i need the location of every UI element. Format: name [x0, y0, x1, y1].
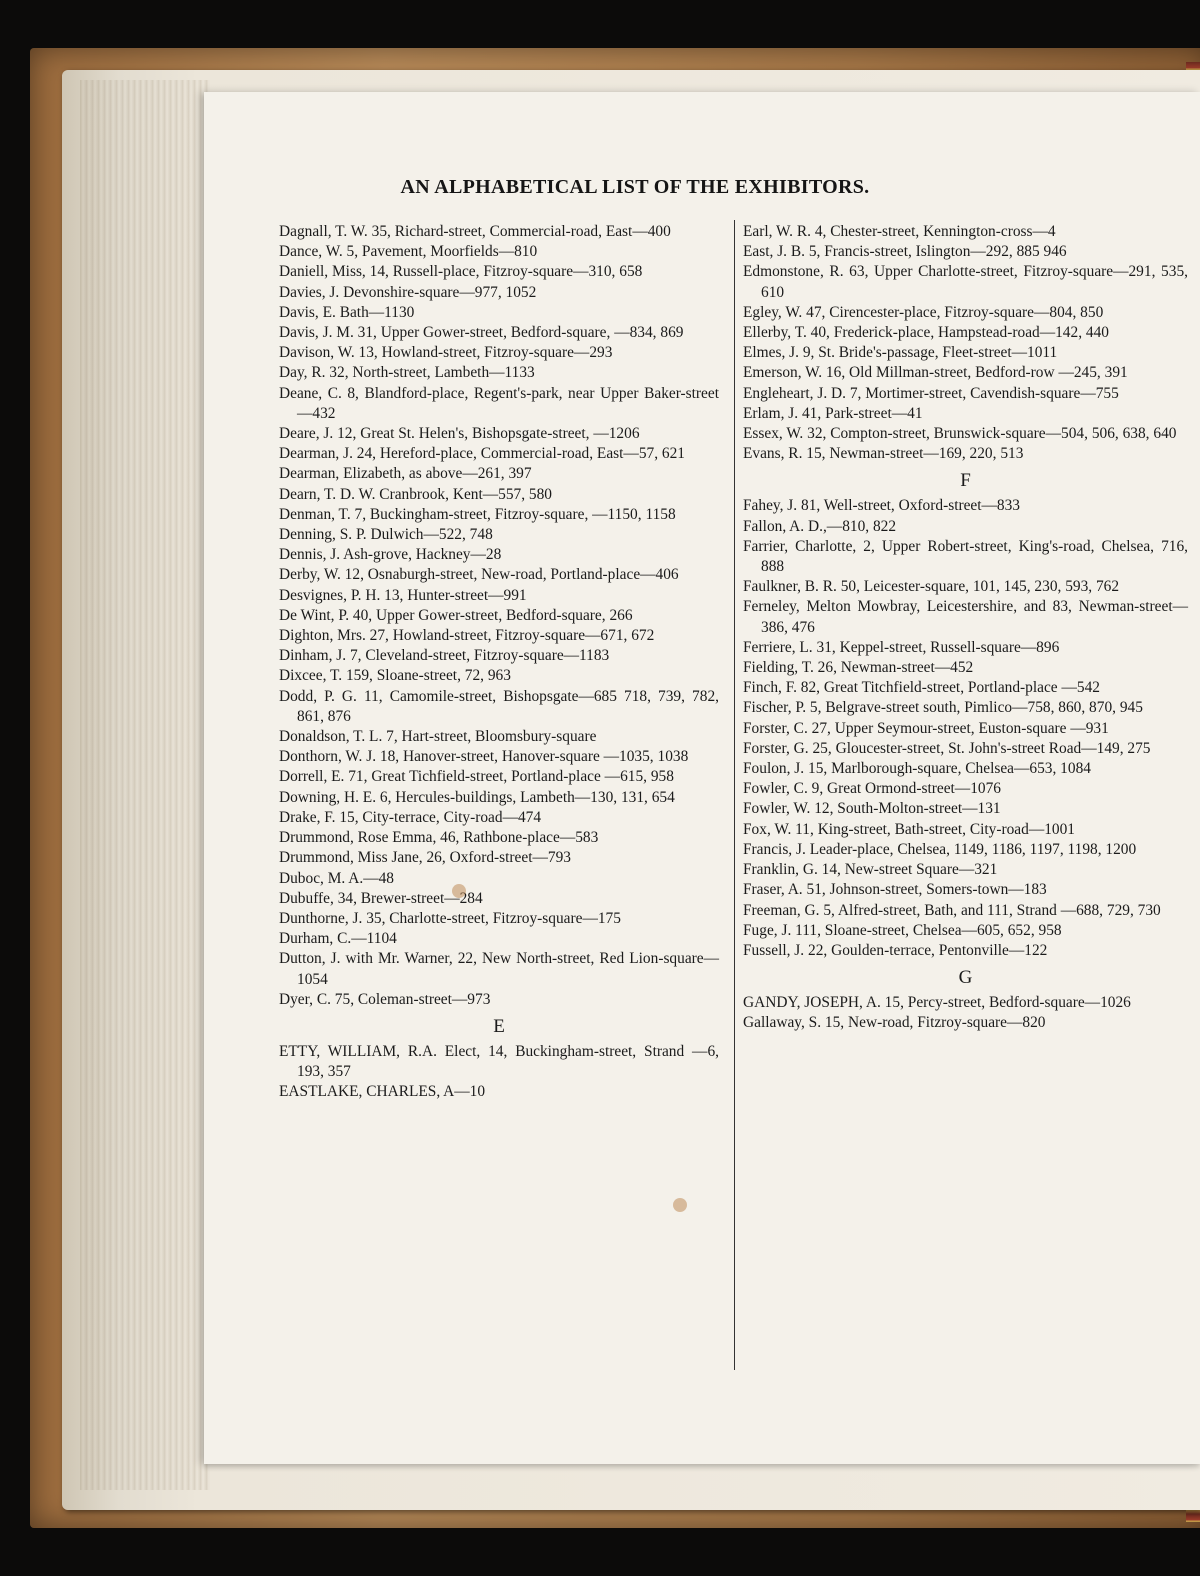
exhibitor-entry: Faulkner, B. R. 50, Leicester-square, 101, 145, 230, 593, 762: [743, 578, 1120, 596]
exhibitor-entry: Dunthorne, J. 35, Charlotte-street, Fitzroy-square—175: [279, 909, 621, 927]
exhibitor-entry: Fallon, A. D.,—810, 822: [743, 517, 897, 535]
exhibitor-entry: Dixcee, T. 159, Sloane-street, 72, 963: [279, 667, 511, 685]
exhibitor-entry: Dearn, T. D. W. Cranbrook, Kent—557, 580: [279, 485, 553, 503]
exhibitor-entry: GANDY, JOSEPH, A. 15, Percy-street, Bedford-square—1026: [743, 994, 1131, 1012]
exhibitor-entry: Elmes, J. 9, St. Bride's-passage, Fleet-street—1011: [743, 344, 1058, 362]
section-letter: E: [493, 1015, 505, 1037]
exhibitor-entry: Fielding, T. 26, Newman-street—452: [743, 659, 974, 677]
exhibitor-entry: Forster, C. 27, Upper Seymour-street, Euston-square —931: [743, 719, 1109, 737]
column-divider: [734, 220, 735, 1370]
exhibitor-entry: Drake, F. 15, City-terrace, City-road—474: [279, 808, 542, 826]
exhibitor-entry: Foulon, J. 15, Marlborough-square, Chelsea—653, 1084: [743, 760, 1091, 778]
exhibitor-entry: Dennis, J. Ash-grove, Hackney—28: [279, 546, 502, 564]
left-column: [279, 222, 719, 1103]
exhibitor-entry: Essex, W. 32, Compton-street, Brunswick-square—504, 506, 638, 640: [743, 425, 1177, 443]
exhibitor-entry: Denman, T. 7, Buckingham-street, Fitzroy-square, —1150, 1158: [279, 505, 676, 523]
exhibitor-entry: Fischer, P. 5, Belgrave-street south, Pimlico—758, 860, 870, 945: [743, 699, 1143, 717]
exhibitor-entry: Davis, E. Bath—1130: [279, 303, 415, 321]
exhibitor-entry: Fuge, J. 111, Sloane-street, Chelsea—605, 652, 958: [743, 921, 1062, 939]
exhibitor-entry: Daniell, Miss, 14, Russell-place, Fitzroy-square—310, 658: [279, 263, 643, 281]
exhibitor-entry: Dagnall, T. W. 35, Richard-street, Commercial-road, East—400: [279, 223, 671, 240]
section-letter: G: [958, 967, 973, 989]
exhibitor-entry: Dance, W. 5, Pavement, Moorfields—810: [279, 243, 538, 261]
paper-stain: [452, 884, 466, 898]
exhibitor-entry: Gallaway, S. 15, New-road, Fitzroy-square—820: [743, 1014, 1046, 1032]
exhibitor-entry: Franklin, G. 14, New-street Square—321: [743, 861, 998, 879]
exhibitor-entry: Engleheart, J. D. 7, Mortimer-street, Cavendish-square—755: [743, 384, 1119, 402]
exhibitor-entry: Evans, R. 15, Newman-street—169, 220, 513: [743, 445, 1024, 463]
exhibitor-entry: Durham, C.—1104: [279, 930, 397, 948]
exhibitor-entry: Duboc, M. A.—48: [279, 869, 395, 887]
exhibitor-entry: Downing, H. E. 6, Hercules-buildings, Lambeth—130, 131, 654: [279, 788, 675, 806]
exhibitor-entry: Dorrell, E. 71, Great Tichfield-street, Portland-place —615, 958: [279, 768, 674, 786]
exhibitor-entry: Emerson, W. 16, Old Millman-street, Bedford-row —245, 391: [743, 364, 1128, 382]
exhibitor-entry: Fahey, J. 81, Well-street, Oxford-street—833: [743, 497, 1021, 515]
exhibitor-entry: Denning, S. P. Dulwich—522, 748: [279, 526, 493, 544]
exhibitor-entry: Fowler, W. 12, South-Molton-street—131: [743, 800, 1001, 818]
exhibitor-entry: Day, R. 32, North-street, Lambeth—1133: [279, 364, 535, 382]
exhibitor-entry: East, J. B. 5, Francis-street, Islington—292, 885 946: [743, 243, 1067, 261]
exhibitor-entry: Davis, J. M. 31, Upper Gower-street, Bedford-square, —834, 869: [279, 324, 684, 342]
exhibitor-entry: Fowler, C. 9, Great Ormond-street—1076: [743, 780, 1001, 798]
exhibitor-entry: Farrier, Charlotte, 2, Upper Robert-street, King's-road, Chelsea, 716, 888: [743, 537, 1188, 576]
exhibitor-entry: ETTY, WILLIAM, R.A. Elect, 14, Buckingham-street, Strand —6, 193, 357: [279, 1042, 719, 1081]
exhibitor-entry: Egley, W. 47, Cirencester-place, Fitzroy-square—804, 850: [743, 303, 1104, 321]
exhibitor-entry: Ellerby, T. 40, Frederick-place, Hampstead-road—142, 440: [743, 324, 1109, 342]
exhibitor-entry: Dighton, Mrs. 27, Howland-street, Fitzroy-square—671, 672: [279, 627, 655, 645]
exhibitor-entry: De Wint, P. 40, Upper Gower-street, Bedford-square, 266: [279, 606, 633, 624]
exhibitor-entry: Freeman, G. 5, Alfred-street, Bath, and 111, Strand —688, 729, 730: [743, 901, 1161, 919]
right-column: [743, 222, 1188, 1034]
exhibitor-entry: Earl, W. R. 4, Chester-street, Kennington-cross—4: [743, 223, 1056, 240]
exhibitor-entry: Forster, G. 25, Gloucester-street, St. John's-street Road—149, 275: [743, 739, 1151, 757]
exhibitor-entry: Finch, F. 82, Great Titchfield-street, Portland-place —542: [743, 679, 1100, 697]
exhibitor-entry: Desvignes, P. H. 13, Hunter-street—991: [279, 586, 527, 604]
exhibitor-entry: Fussell, J. 22, Goulden-terrace, Pentonville—122: [743, 941, 1048, 959]
exhibitor-entry: EASTLAKE, CHARLES, A—10: [279, 1083, 486, 1101]
exhibitor-entry: Dearman, Elizabeth, as above—261, 397: [279, 465, 532, 483]
exhibitor-entry: Edmonstone, R. 63, Upper Charlotte-street, Fitzroy-square—291, 535, 610: [743, 263, 1188, 301]
exhibitor-entry: Erlam, J. 41, Park-street—41: [743, 404, 923, 422]
exhibitor-entry: Dodd, P. G. 11, Camomile-street, Bishopsgate—685 718, 739, 782, 861, 876: [279, 687, 719, 725]
exhibitor-entry: Davison, W. 13, Howland-street, Fitzroy-square—293: [279, 344, 613, 362]
exhibitor-entry: Fraser, A. 51, Johnson-street, Somers-town—183: [743, 881, 1047, 899]
exhibitor-entry: Deare, J. 12, Great St. Helen's, Bishopsgate-street, —1206: [279, 425, 640, 443]
section-letter: F: [960, 470, 971, 492]
exhibitor-entry: Ferneley, Melton Mowbray, Leicestershire, and 83, Newman-street—386, 476: [743, 598, 1188, 636]
page-title: AN ALPHABETICAL LIST OF THE EXHIBITORS.: [400, 176, 870, 198]
exhibitor-entry: Dubuffe, 34, Brewer-street—284: [279, 889, 483, 907]
exhibitor-entry: Derby, W. 12, Osnaburgh-street, New-road, Portland-place—406: [279, 566, 679, 584]
exhibitor-entry: Drummond, Rose Emma, 46, Rathbone-place—583: [279, 829, 599, 847]
exhibitor-entry: Davies, J. Devonshire-square—977, 1052: [279, 283, 537, 301]
exhibitor-entry: Francis, J. Leader-place, Chelsea, 1149, 1186, 1197, 1198, 1200: [743, 840, 1137, 858]
exhibitor-entry: Dyer, C. 75, Coleman-street—973: [279, 990, 491, 1008]
exhibitor-entry: Dearman, J. 24, Hereford-place, Commercial-road, East—57, 621: [279, 445, 685, 463]
exhibitor-entry: Deane, C. 8, Blandford-place, Regent's-park, near Upper Baker-street—432: [279, 384, 719, 422]
exhibitor-entry: Donthorn, W. J. 18, Hanover-street, Hanover-square —1035, 1038: [279, 748, 689, 766]
exhibitor-entry: Donaldson, T. L. 7, Hart-street, Bloomsbury-square: [279, 728, 597, 746]
exhibitor-entry: Fox, W. 11, King-street, Bath-street, City-road—1001: [743, 820, 1075, 838]
exhibitor-entry: Dutton, J. with Mr. Warner, 22, New North-street, Red Lion-square—1054: [279, 950, 719, 988]
exhibitor-entry: Ferriere, L. 31, Keppel-street, Russell-square—896: [743, 638, 1060, 656]
paper-stain: [673, 1198, 687, 1212]
exhibitor-entry: Dinham, J. 7, Cleveland-street, Fitzroy-square—1183: [279, 647, 610, 665]
exhibitor-entry: Drummond, Miss Jane, 26, Oxford-street—793: [279, 849, 571, 867]
